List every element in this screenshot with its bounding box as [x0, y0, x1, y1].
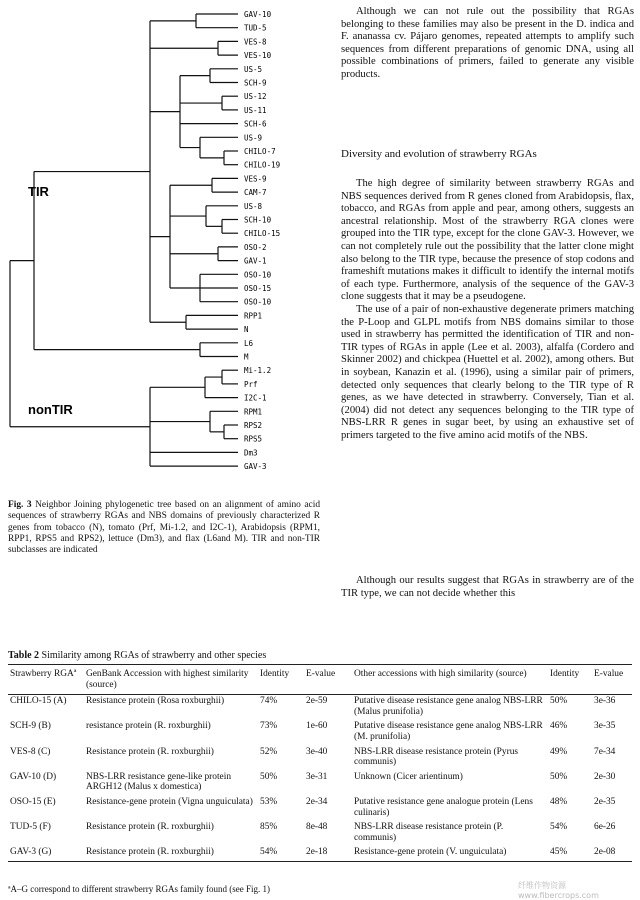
tir-group-label: TIR — [28, 184, 49, 199]
table-cell: 2e-08 — [592, 846, 632, 861]
paragraph-2: The high degree of similarity between strawberry RGAs and NBS sequences derived from R genes cloned from Arabidopsis, flax, tobacco, and RGAs from apple and pear, among others, suggests an ancestral relationship. Most of the strawberry RGA clones were grouped into the TIR type, except for the clone GAV-3. However, we can not completely rule out the possibility that the latter clone might also belong to the TIR type, because the presence of stop codons and frameshift mutations makes it difficult to identify the internal motifs of each type. Furthermore, analysis of the sequence of the GAV-3 clone suggests that it may be a pseudogene. The use of a pair of non-exhaustive degenerate primers matching the P-Loop and GLPL motifs from NBS domains similar to those used in strawberry has permitted the identification of TIR and non-TIR types of RGAs in apple (Lee et al. 2003), alfalfa (Cordero and Skinner 2002) and chickpea (Huettel et al. 2002), among others. But in soybean, Kanazin et al. (1996), using a similar pair of primers, detected only sequences that clearly belong to the TIR type of R genes, as we have detected in strawberry. Conversely, Tian et al. (2004) did not detect any sequences belonging to the TIR type of NBS-LRR R genes in sugar beet, by using an exhaustive set of primers targeted to the five amino acid motifs of the NBS. — [341, 178, 634, 441]
tree-tip-label: CAM-7 — [244, 188, 267, 198]
paragraph-3: The use of a pair of non-exhaustive degenerate primers matching the P-Loop and GLPL motifs from NBS domains similar to those used in strawberry has permitted the identification of TIR and non-TIR types of RGAs in apple (Lee et al. 2003), alfalfa (Cordero and Skinner 2002) and chickpea (Huettel et al. 2002), among others. But in soybean, Kanazin et al. (1996), using a similar pair of primers, detected only sequences that clearly belong to the TIR type of R genes, as we have detected in strawberry. Conversely, Tian et al. (2004) did not detect any sequences belonging to the TIR type of NBS-LRR R genes in sugar beet, by using an exhaustive set of primers targeted to the five amino acid motifs of the NBS. — [341, 303, 634, 441]
table-cell: 2e-34 — [306, 796, 328, 807]
tree-tip-label: US-5 — [244, 64, 263, 74]
paragraph-4: Although our results suggest that RGAs in strawberry are of the TIR type, we can not decide whether this — [341, 575, 634, 599]
section-heading: Diversity and evolution of strawberry RGAs — [341, 148, 537, 160]
table-cell: resistance protein (R. roxburghii) — [86, 721, 211, 732]
table-cell: 1e-60 — [306, 721, 328, 732]
table-row — [8, 746, 632, 771]
table-cell: 49% — [550, 746, 568, 757]
table-header-cell: Identity — [258, 665, 304, 695]
table-cell: 52% — [260, 746, 278, 757]
table-cell: 3e-31 — [306, 771, 328, 782]
similarity-table — [8, 664, 632, 862]
table-cell: GAV-3 (G) — [8, 846, 84, 861]
figure-caption-text: Neighbor Joining phylogenetic tree based on an alignment of amino acid sequences of strawberry RGAs and NBS domains of previously characterized R genes from tobacco (N), tomato (Prf, Mi-1.2, and I2C-1), Arabidopsis (RPM1, RPP1, RPS5 and RPS2), lettuce (Dm3), and flax (L6and M). TIR and non-TIR subclasses are indicated — [8, 500, 321, 556]
tree-tip-label: SCH-10 — [244, 215, 272, 225]
tree-tip-label: Dm3 — [244, 448, 258, 458]
tree-tip-label: RPM1 — [244, 407, 263, 417]
tree-tip-label: VES-9 — [244, 174, 267, 184]
table-cell: TUD-5 (F) — [10, 822, 51, 833]
table-cell: 54% — [550, 822, 568, 833]
table-cell: 85% — [260, 822, 278, 833]
table-header-cell: E-value — [592, 665, 632, 695]
table-row — [8, 695, 632, 721]
table-cell: 8e-48 — [306, 822, 328, 833]
tree-tip-label: CHILO-7 — [244, 147, 276, 156]
table-cell: Resistance protein (R. roxburghii) — [86, 822, 214, 833]
table-cell: Resistance protein (R. roxburghii) — [86, 746, 214, 757]
table-header-cell: E-value — [304, 665, 352, 695]
tree-tip-label: CHILO-19 — [244, 160, 281, 170]
tree-tip-label: OSO-2 — [244, 242, 267, 252]
table-title — [8, 650, 266, 661]
table-cell: 50% — [260, 771, 278, 782]
tree-tip-label: OSO-15 — [244, 284, 272, 293]
table-cell: 3e-35 — [594, 721, 616, 732]
tree-tip-label: VES-8 — [244, 37, 267, 47]
table-cell: 48% — [550, 796, 568, 807]
table-cell: 45% — [548, 846, 592, 861]
table-title-text: Similarity among RGAs of strawberry and other species — [41, 650, 267, 661]
table-footnote: ªA–G correspond to different strawberry RGAs family found (see Fig. 1) — [8, 884, 271, 894]
tree-tip-label: US-9 — [244, 133, 263, 143]
table-cell: NBS-LRR disease resistance protein (P. communis) — [354, 822, 504, 843]
watermark: 纤维作物资源 www.fibercrops.com — [518, 881, 599, 900]
table-cell: Putative disease resistance gene analog NBS-LRR (M. prunifolia) — [354, 721, 543, 742]
table-cell: 54% — [258, 846, 304, 861]
table-label: Table 2 — [8, 650, 40, 661]
tree-tip-label: Prf — [244, 379, 258, 389]
table-cell: 2e-18 — [304, 846, 352, 861]
table-header-cell: Strawberry RGAª — [8, 665, 84, 695]
table-header-cell: Other accessions with high similarity (source) — [352, 665, 548, 695]
tree-tip-label: RPS2 — [244, 421, 263, 430]
table-row — [8, 796, 632, 821]
tree-tip-label: RPS5 — [244, 434, 263, 444]
tree-tip-label: SCH-9 — [244, 78, 267, 88]
table-cell: 7e-34 — [594, 746, 616, 757]
table-cell: 50% — [550, 771, 568, 782]
table-cell: 2e-59 — [306, 696, 328, 707]
table-row — [8, 771, 632, 796]
tree-tip-label: N — [244, 325, 249, 335]
figure-caption — [8, 500, 320, 556]
tree-tip-label: VES-10 — [244, 51, 272, 61]
table-cell: Resistance-gene protein (V. unguiculata) — [352, 846, 548, 861]
table-cell: 6e-26 — [594, 822, 616, 833]
paragraph-1: Although we can not rule out the possibility that RGAs belonging to these families may also be present in the D. indica and F. ananassa cv. Pájaro genomes, repeated attempts to amplify such sequences from different preparations of genomic DNA, using all possible combinations of primers, failed to generate any visible products. — [341, 6, 634, 80]
tree-tip-label: M — [244, 352, 249, 362]
table-cell: Resistance-gene protein (Vigna unguiculata) — [86, 796, 253, 807]
table-cell: Resistance protein (R. roxburghii) — [84, 846, 258, 861]
table-cell: 73% — [260, 721, 278, 732]
table-cell: NBS-LRR disease resistance protein (Pyrus communis) — [354, 746, 519, 768]
table-cell: 50% — [550, 696, 568, 707]
table-cell: Unknown (Cicer arientinum) — [354, 771, 463, 782]
tree-tip-label: TUD-5 — [244, 23, 267, 33]
table-cell: Putative resistance gene analogue protein (Lens culinaris) — [354, 796, 533, 818]
tree-tip-label: US-11 — [244, 105, 267, 115]
table-cell: CHILO-15 (A) — [10, 696, 67, 707]
table-cell: Resistance protein (Rosa roxburghii) — [86, 696, 225, 707]
table-cell: 2e-30 — [594, 771, 616, 782]
tree-tip-label: OSO-10 — [244, 270, 272, 280]
table-row — [8, 821, 632, 846]
table-row — [8, 720, 632, 745]
tree-tip-label: RPP1 — [244, 311, 263, 321]
figure-label: Fig. 3 — [8, 500, 32, 510]
tree-tip-label: CHILO-15 — [244, 229, 281, 239]
table-cell: 46% — [550, 721, 568, 732]
tree-tip-label: L6 — [244, 338, 254, 348]
table-cell: 3e-36 — [594, 696, 616, 707]
tree-tip-label: GAV-10 — [244, 10, 272, 19]
tree-tip-label: I2C-1 — [244, 393, 267, 403]
tree-tip-label: SCH-6 — [244, 119, 267, 129]
table-row — [8, 846, 632, 861]
table-cell: VES-8 (C) — [10, 746, 51, 757]
tree-tip-label: US-8 — [244, 201, 263, 211]
tree-tip-label: GAV-3 — [244, 462, 267, 472]
table-cell: 53% — [260, 796, 278, 807]
table-cell: GAV-10 (D) — [10, 771, 57, 782]
table-cell: 3e-40 — [306, 746, 328, 757]
phylogenetic-tree — [0, 0, 330, 495]
table-cell: NBS-LRR resistance gene-like protein ARGH12 (Malus x domestica) — [86, 771, 232, 793]
table-cell: 2e-35 — [594, 796, 616, 807]
tree-tip-label: OSO-10 — [244, 297, 272, 307]
tree-tip-label: GAV-1 — [244, 256, 267, 266]
table-cell: OSO-15 (E) — [10, 796, 56, 807]
table-cell: 74% — [260, 696, 278, 707]
table-cell: Putative disease resistance gene analog NBS-LRR (Malus prunifolia) — [354, 696, 543, 717]
tree-tip-label: US-12 — [244, 92, 267, 102]
nontir-group-label: nonTIR — [28, 402, 73, 417]
table-header-cell: Identity — [548, 665, 592, 695]
table-header-cell: GenBank Accession with highest similarity (source) — [84, 665, 258, 695]
tree-tip-label: Mi-1.2 — [244, 366, 272, 376]
table-cell: SCH-9 (B) — [10, 721, 51, 732]
table-header-row — [8, 665, 632, 695]
